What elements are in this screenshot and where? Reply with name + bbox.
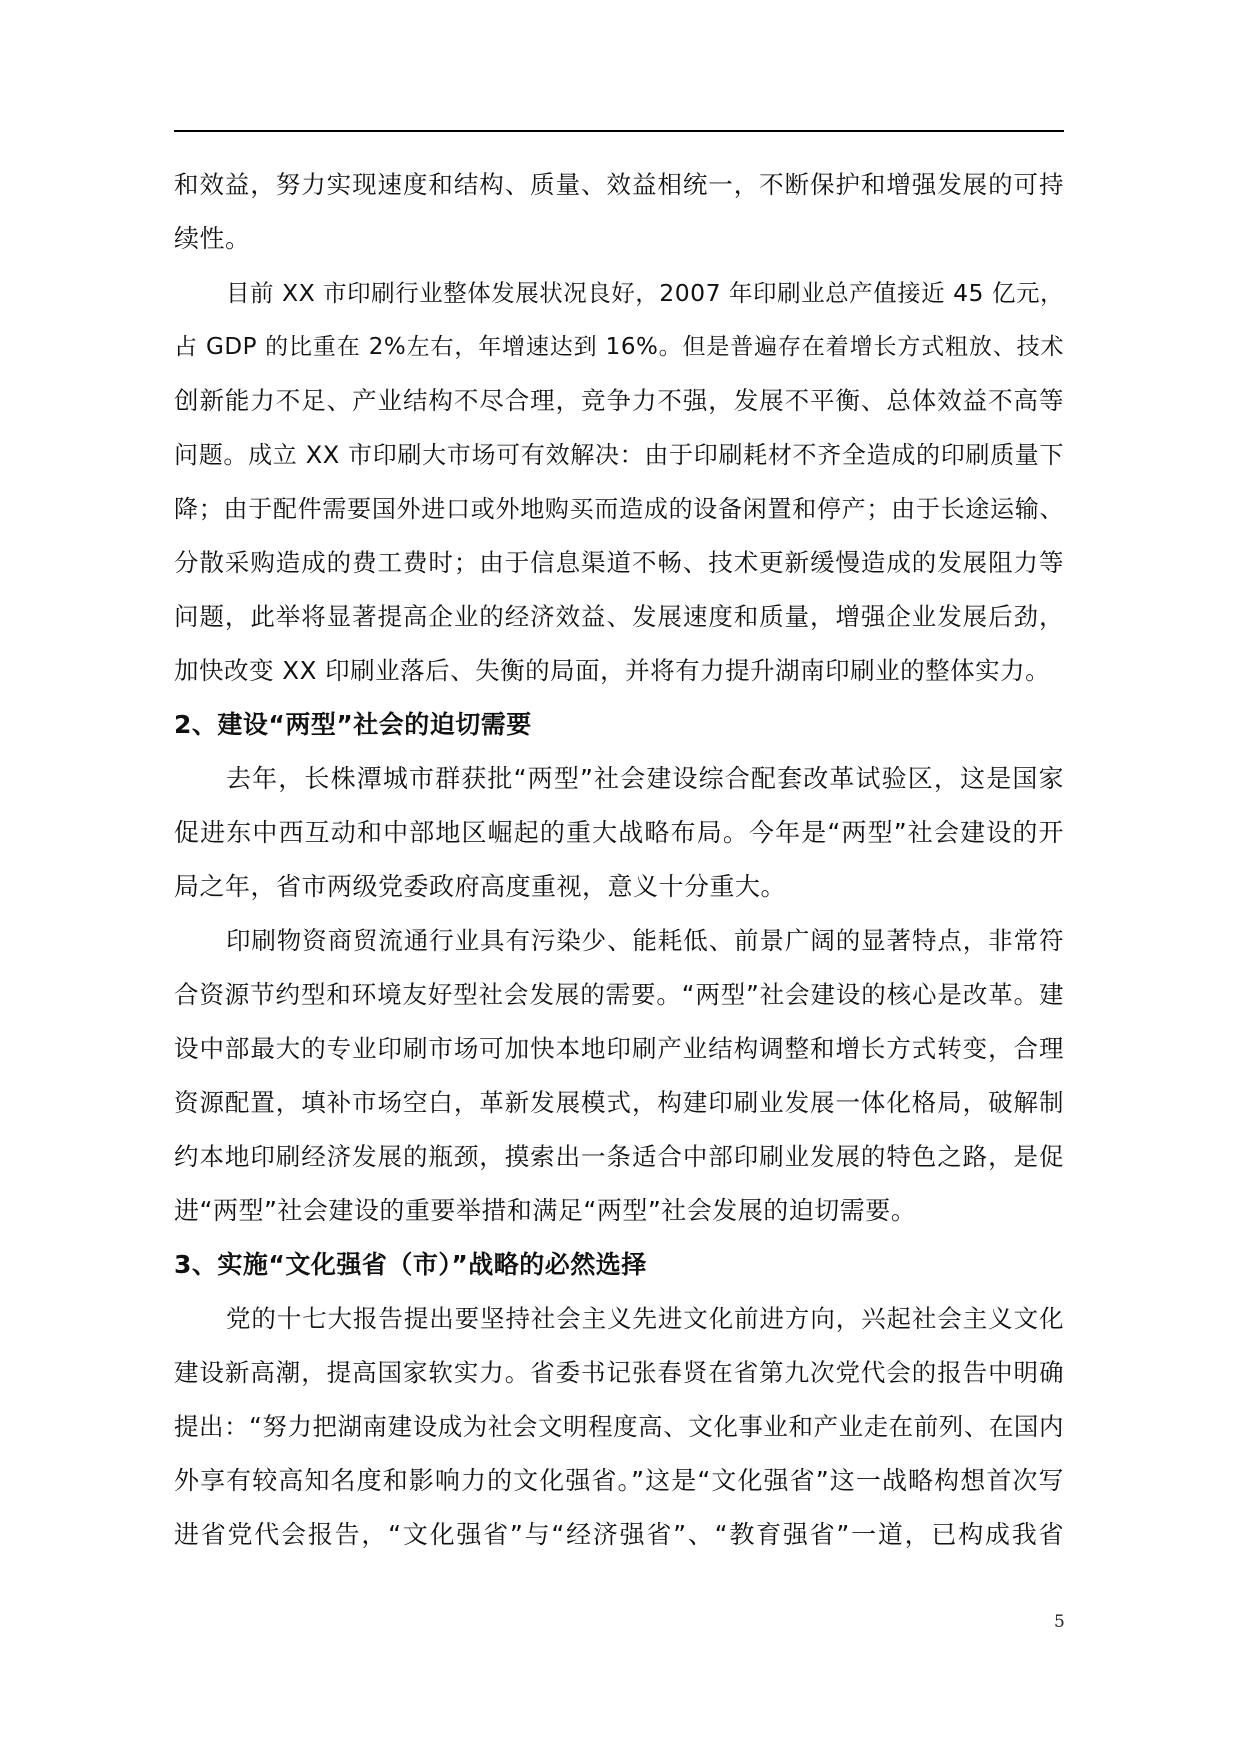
- text-line: 问题，此举将显著提高企业的经济效益、发展速度和质量，增强企业发展后劲，: [174, 602, 1064, 631]
- text-line: 进省党代会报告，“文化强省”与“经济强省”、“教育强省”一道，已构成我省: [174, 1520, 1064, 1549]
- text-line: 问题。成立 XX 市印刷大市场可有效解决：由于印刷耗材不齐全造成的印刷质量下: [174, 441, 1064, 469]
- text-line: 分散采购造成的费工费时；由于信息渠道不畅、技术更新缓慢造成的发展阻力等: [174, 548, 1064, 577]
- page-number: 5: [1054, 1612, 1065, 1632]
- text-line: 目前 XX 市印刷行业整体发展状况良好，2007 年印刷业总产值接近 45 亿元，: [226, 279, 1064, 307]
- text-line: 约本地印刷经济发展的瓶颈，摸索出一条适合中部印刷业发展的特色之路，是促: [174, 1142, 1064, 1171]
- text-line: 和效益，努力实现速度和结构、质量、效益相统一，不断保护和增强发展的可持: [174, 170, 1064, 199]
- text-line: 提出：“努力把湖南建设成为社会文明程度高、文化事业和产业走在前列、在国内: [174, 1412, 1064, 1441]
- text-line: 促进东中西互动和中部地区崛起的重大战略布局。今年是“两型”社会建设的开: [174, 818, 1064, 847]
- text-line: 去年，长株潭城市群获批“两型”社会建设综合配套改革试验区，这是国家: [226, 764, 1064, 793]
- text-line: 党的十七大报告提出要坚持社会主义先进文化前进方向，兴起社会主义文化: [226, 1304, 1064, 1333]
- section-heading: 2、建设“两型”社会的迫切需要: [174, 710, 532, 739]
- text-line: 局之年，省市两级党委政府高度重视，意义十分重大。: [174, 872, 787, 901]
- header-rule: [174, 130, 1064, 132]
- text-line: 进“两型”社会建设的重要举措和满足“两型”社会发展的迫切需要。: [174, 1196, 917, 1225]
- text-line: 设中部最大的专业印刷市场可加快本地印刷产业结构调整和增长方式转变，合理: [174, 1034, 1064, 1063]
- text-line: 资源配置，填补市场空白，革新发展模式，构建印刷业发展一体化格局，破解制: [174, 1088, 1064, 1117]
- text-line: 创新能力不足、产业结构不尽合理，竞争力不强，发展不平衡、总体效益不高等: [174, 386, 1064, 415]
- text-line: 合资源节约型和环境友好型社会发展的需要。“两型”社会建设的核心是改革。建: [174, 980, 1064, 1009]
- text-line: 加快改变 XX 印刷业落后、失衡的局面，并将有力提升湖南印刷业的整体实力。: [174, 656, 1051, 685]
- text-line: 占 GDP 的比重在 2%左右，年增速达到 16%。但是普遍存在着增长方式粗放、技术: [174, 334, 1064, 360]
- text-line: 建设新高潮，提高国家软实力。省委书记张春贤在省第九次党代会的报告中明确: [174, 1358, 1064, 1387]
- text-line: 印刷物资商贸流通行业具有污染少、能耗低、前景广阔的显著特点，非常符: [226, 926, 1064, 955]
- document-body: [174, 158, 1064, 1562]
- text-line: 外享有较高知名度和影响力的文化强省。”这是“文化强省”这一战略构想首次写: [174, 1466, 1064, 1495]
- text-line: 降；由于配件需要国外进口或外地购买而造成的设备闲置和停产；由于长途运输、: [174, 495, 1064, 523]
- section-heading: 3、实施“文化强省（市）”战略的必然选择: [174, 1250, 647, 1279]
- text-line: 续性。: [174, 224, 251, 253]
